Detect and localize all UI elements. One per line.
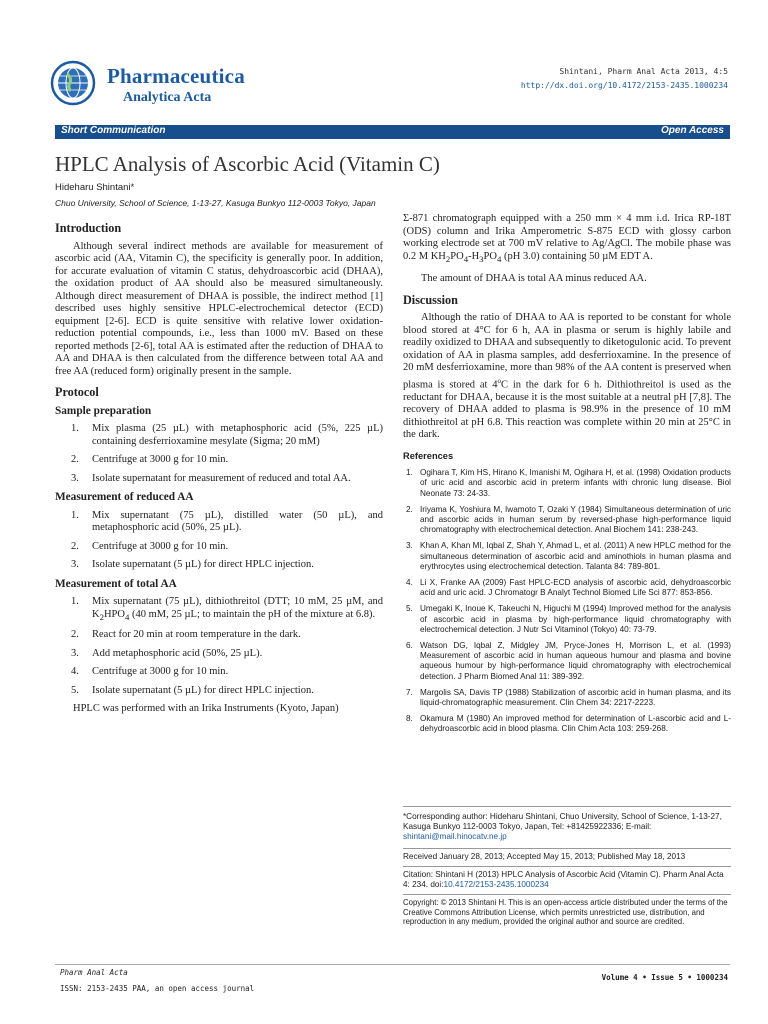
- footnote-divider: [403, 806, 731, 807]
- journal-title: Pharmaceutica: [107, 64, 245, 88]
- reference-item: 8. Okamura M (1980) An improved method for determination of L-ascorbic acid and L-dehydroascorbic acid in blood plasma. Clin Chim Acta 103: 259-268.: [406, 714, 731, 734]
- footer-issn: ISSN: 2153-2435 PAA, an open access journal: [60, 984, 255, 993]
- discussion-paragraph: Although the ratio of DHAA to AA is reported to be constant for whole blood stored at 4°C for 6 h, AA in plasma or serum is highly labile and readily oxidized to DHAA and subsequently to diketogulonic acid. To prevent oxidation of AA in plasma samples, add desferrioxamine. In the presence of 20 mM desferrioxamine, more than 98% of the AA content is preserved when plasma is stored at 4$^o$C in the dark for 6 h. Dithiothreitol is used as the reductant for DHAA, because it is the most suitable at a neutral pH [7,8]. The recovery of DHAA added to plasma is 98.9% in the presence of 10 mM dithiothreitol at pH 6.8. This reaction was complete within 20 min at 25°C in the dark.: [403, 312, 731, 441]
- article-title: HPLC Analysis of Ascorbic Acid (Vitamin C): [55, 152, 440, 176]
- open-access-label: Open Access: [661, 125, 724, 136]
- sample-prep-heading: Sample preparation: [55, 404, 152, 417]
- reference-item: 3. Khan A, Khan MI, Iqbal Z, Shah Y, Ahmad L, et al. (2011) A new HPLC method for the simultaneous determination of ascorbic acid and aminothiols in human plasma and erythrocytes using electrochemical detection. Talanta 84: 789-801.: [406, 541, 731, 571]
- section-bar: [55, 125, 730, 139]
- hplc-paragraph-cont: Σ-871 chromatograph equipped with a 250 mm × 4 mm i.d. Irica RP-18T (ODS) column and Irika Amperometric S-875 ECD with glossy carbon working electrode set at 700 mV relative to Ag/AgCl. The mobile phase was 0.2 M $KH_2PO_4-H_3PO_4$ (pH 3.0) containing 50 µM EDT A.: [403, 213, 731, 264]
- author: Hideharu Shintani*: [55, 182, 135, 193]
- list-item: 2. Centrifuge at 3000 g for 10 min.: [71, 454, 229, 465]
- reference-item: 5. Umegaki K, Inoue K, Takeuchi N, Higuchi M (1994) Improved method for the analysis of ascorbic acid in plasma by high-performance liquid chromatography with electrochemical detection. J Nutr Sci Vitaminol (Tokyo) 40: 73-79.: [406, 604, 731, 634]
- reference-item: 1. Ogihara T, Kim HS, Hirano K, Imanishi M, Ogihara H, et al. (1998) Oxidation products of uric acid and ascorbic acid in preterm infants with chronic lung disease. Biol Neonate 73: 24-33.: [406, 468, 731, 498]
- header-citation: Shintani, Pharm Anal Acta 2013, 4:5: [559, 67, 728, 76]
- reference-item: 7. Margolis SA, Davis TP (1988) Stabilization of ascorbic acid in human plasma, and its liquid-chromatographic measurement. Clin Chem 34: 2217-2223.: [406, 687, 731, 707]
- discussion-heading: Discussion: [403, 292, 458, 307]
- reduced-aa-heading: Measurement of reduced AA: [55, 491, 194, 503]
- sample-prep-steps: [55, 423, 383, 485]
- article-dates: Received January 28, 2013; Accepted May 15, 2013; Published May 18, 2013: [403, 852, 686, 861]
- journal-subtitle: Analytica Acta: [123, 90, 212, 105]
- citation-note: Citation: Shintani H (2013) HPLC Analysis of Ascorbic Acid (Vitamin C). Pharm Anal Acta 4: 234. doi:10.4172/2153-2435.1000234: [403, 870, 724, 890]
- list-item: 1. Mix plasma (25 µL) with metaphosphoric acid (5%, 225 µL) containing desferrioxamine mesylate (Sigma; 20 mM): [71, 423, 383, 447]
- references-heading: References: [403, 450, 454, 461]
- citation-doi-link[interactable]: 10.4172/2153-2435.1000234: [443, 880, 549, 890]
- reference-item: 6. Watson DG, Iqbal Z, Midgley JM, Pryce-Jones H, Morrison L, et al. (1993) Measurement of ascorbic acid in human aqueous humour and plasma and bovine aqueous humour by high-performance liquid chromatography with electrochemical detection. J Pharm Biomed Anal 11: 389-392.: [406, 640, 731, 681]
- references-list: [403, 468, 731, 734]
- email-link[interactable]: shintani@mail.hinocatv.ne.jp: [403, 832, 507, 842]
- journal-logo-globe-icon: [50, 60, 96, 106]
- list-item: 1. Mix supernatant (75 µL), distilled water (50 µL), and metaphosphoric acid (50%, 25 µL).: [71, 509, 383, 533]
- list-item: 2. React for 20 min at room temperature in the dark.: [71, 629, 301, 641]
- total-aa-heading: Measurement of total AA: [55, 577, 177, 590]
- corresponding-author: *Corresponding author: Hideharu Shintani, Chuo University, School of Science, 1-13-27, Kasuga Bunkyo 112-0003 Tokyo, Japan, Tel: +81425922336; E-mail: shintani@mail.hinocatv.ne.jp: [403, 812, 722, 842]
- footer-journal: Pharm Anal Acta: [60, 968, 128, 977]
- reference-item: 4. Li X, Franke AA (2009) Fast HPLC-ECD analysis of ascorbic acid, dehydroascorbic acid and uric acid. J Chromatogr B Analyt Technol Biomed Life Sci 877: 853-856.: [406, 577, 731, 598]
- copyright-note: Copyright: © 2013 Shintani H. This is an open-access article distributed under the terms of the Creative Commons Attribution License, which permits unrestricted use, distribution, and reproduction in any medium, provided the original author and source are credited.: [403, 898, 728, 927]
- list-item: 2. Centrifuge at 3000 g for 10 min.: [71, 540, 229, 552]
- protocol-heading: Protocol: [55, 385, 99, 399]
- footnote-divider: [403, 848, 731, 849]
- reduced-aa-steps: [55, 510, 383, 572]
- list-item: 3. Add metaphosphoric acid (50%, 25 µL).: [71, 647, 263, 659]
- hplc-paragraph-start: HPLC was performed with an Irika Instruments (Kyoto, Japan): [73, 703, 339, 715]
- footnote-divider: [403, 866, 731, 867]
- right-column: [403, 213, 731, 741]
- left-column: [55, 222, 383, 724]
- list-item: 5. Isolate supernatant (5 µL) for direct HPLC injection.: [71, 684, 314, 696]
- footer-volume: Volume 4 • Issue 5 • 1000234: [601, 973, 728, 982]
- reference-item: 2. Iriyama K, Yoshiura M, Iwamoto T, Ozaki Y (1984) Simultaneous determination of uric and ascorbic acids in human serum by reversed-phase high-performance liquid chromatography with electrochemical detection. Anal Biochem 141: 238-243.: [406, 504, 731, 535]
- introduction-paragraph: Although several indirect methods are available for measurement of ascorbic acid (AA, Vitamin C), the specificity is generally poor. In addition, for accurate evaluation of vitamin C status, dehydroascorbic acid (DHAA), the oxidation product of AA should also be measured simultaneously. Although direct measurement of DHAA is possible, the indirect method [1] described uses highly sensitive HPLC-electrochemical detector (ECD) equipment [2-6]. ECD is quite sensitive with relative lower oxidation-reduction potential compounds, i.e., less than 1000 mV. Based on these reported methods [2-6], total AA is estimated after the reduction of DHAA to AA and DHAA is then calculated from the difference between total AA and free AA (reduced form) originally present in the sample.: [55, 240, 383, 377]
- dhaa-paragraph: The amount of DHAA is total AA minus reduced AA.: [421, 273, 647, 285]
- list-item: 4. Centrifuge at 3000 g for 10 min.: [71, 666, 229, 678]
- footer-divider: [55, 964, 730, 965]
- article-type-label: Short Communication: [61, 125, 166, 136]
- total-aa-steps: [55, 596, 383, 697]
- list-item: 3. Isolate supernatant (5 µL) for direct HPLC injection.: [71, 559, 314, 570]
- introduction-heading: Introduction: [55, 221, 122, 235]
- footnote-divider: [403, 894, 731, 895]
- affiliation: Chuo University, School of Science, 1-13-27, Kasuga Bunkyo 112-0003 Tokyo, Japan: [55, 198, 376, 208]
- header-doi-link[interactable]: http://dx.doi.org/10.4172/2153-2435.1000234: [520, 81, 728, 90]
- list-item: 1. Mix supernatant (75 µL), dithiothreitol (DTT; 10 mM, 25 µM, and $K_2HPO_4$ (40 mM, 25 µL; to maintain the pH of the mixture at 6.8).: [71, 596, 383, 622]
- list-item: 3. Isolate supernatant for measurement of reduced and total AA.: [71, 472, 351, 484]
